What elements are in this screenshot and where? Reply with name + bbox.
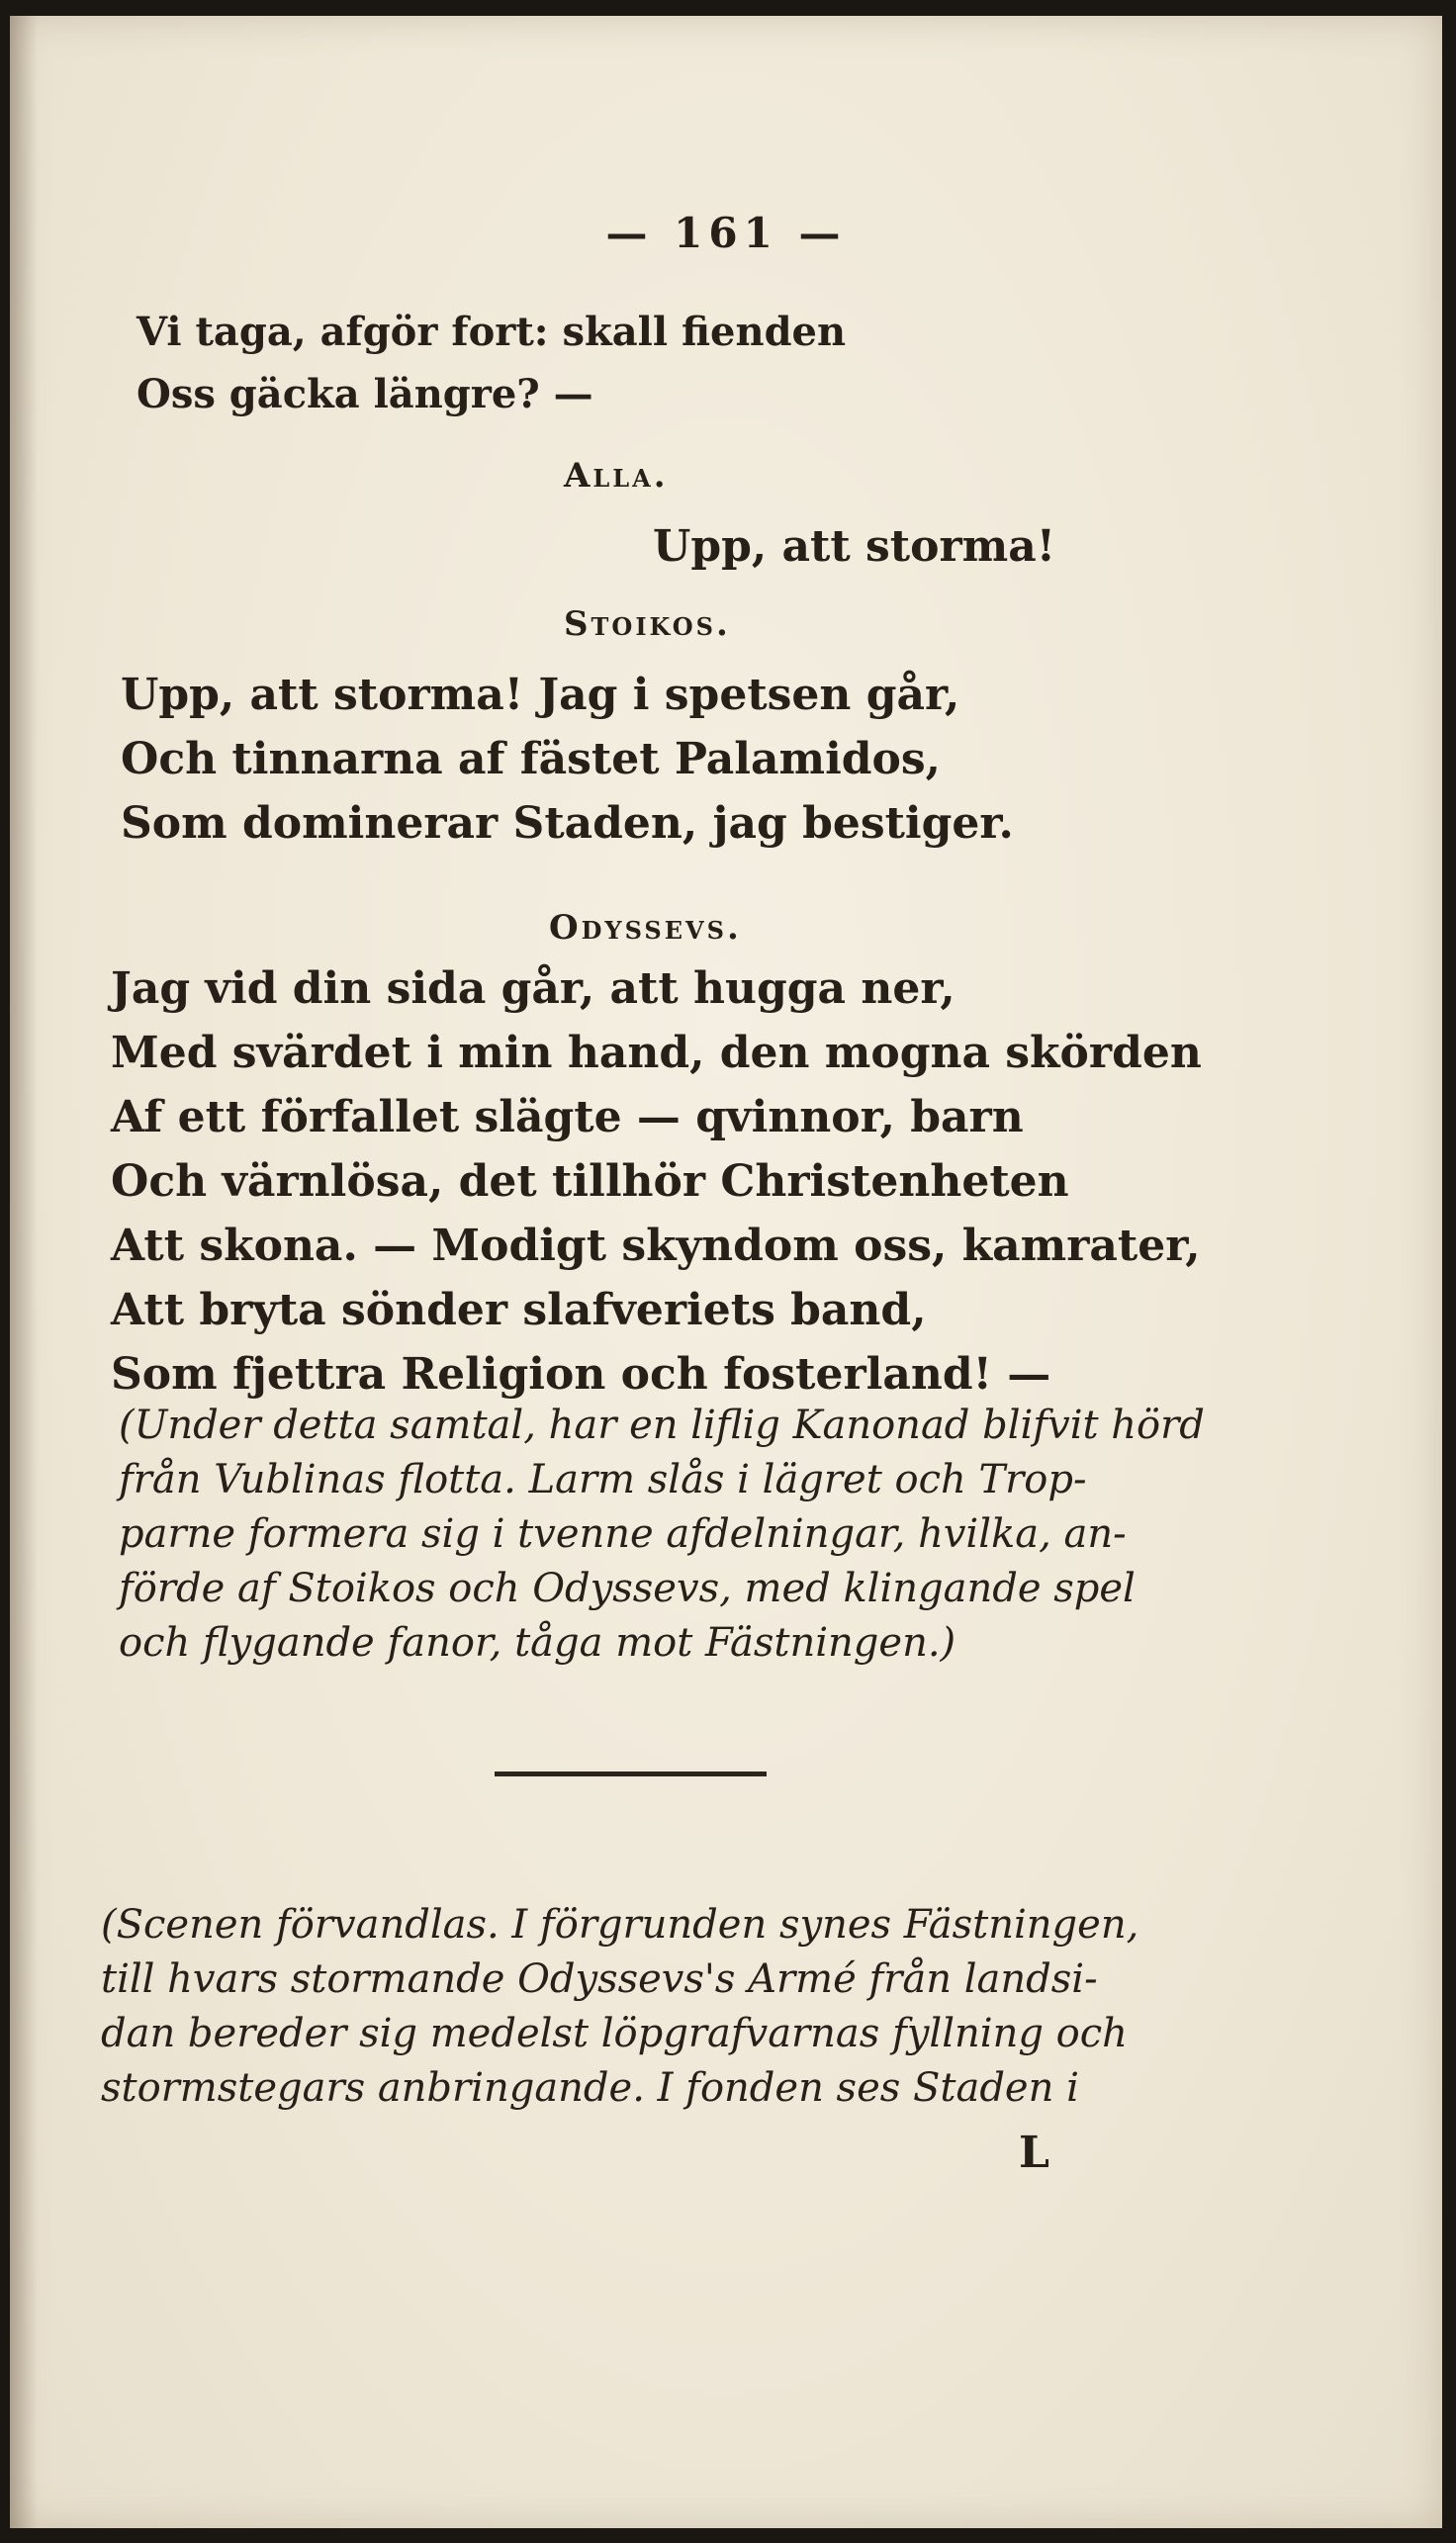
verse-line: Att skona. — Modigt skyndom oss, kamrater, xyxy=(111,1221,1201,1271)
verse-line: Som fjettra Religion och fosterland! — xyxy=(111,1349,1051,1400)
verse-line: Af ett förfallet slägte — qvinnor, barn xyxy=(111,1092,1024,1142)
stage-direction-line: dan bereder sig medelst löpgrafvarnas fyllning och xyxy=(101,2011,1128,2056)
verse-line: Med svärdet i min hand, den mogna skörden xyxy=(111,1028,1202,1078)
stage-direction-line: stormstegars anbringande. I fonden ses Staden i xyxy=(101,2065,1079,2111)
stage-direction-line: och flygande fanor, tåga mot Fästningen.) xyxy=(119,1620,956,1666)
speaker-stoikos: Stoikos. xyxy=(564,604,731,644)
verse-line: Och tinnarna af fästet Palamidos, xyxy=(121,734,941,784)
stage-direction-line: till hvars stormande Odyssevs's Armé från landsi- xyxy=(101,1956,1098,2002)
page-spine-shadow xyxy=(10,16,38,2528)
page-number-header: — 161 — xyxy=(605,209,847,257)
book-page xyxy=(10,16,1442,2528)
stage-direction-line: (Under detta samtal, har en liflig Kanonad blifvit hörd xyxy=(119,1403,1205,1448)
verse-line: Och värnlösa, det tillhör Christenheten xyxy=(111,1156,1069,1207)
verse-line: Att bryta sönder slafveriets band, xyxy=(111,1285,927,1335)
verse-line: Som dominerar Staden, jag bestiger. xyxy=(121,798,1014,849)
section-divider xyxy=(495,1771,767,1776)
verse-line-alla: Upp, att storma! xyxy=(653,521,1056,572)
stage-direction-line: parne formera sig i tvenne afdelningar, hvilka, an- xyxy=(119,1511,1127,1557)
speaker-alla: Alla. xyxy=(564,456,669,496)
verse-line: Vi taga, afgör fort: skall fienden xyxy=(136,309,847,355)
verse-line: Jag vid din sida går, att hugga ner, xyxy=(111,963,956,1014)
stage-direction-line: (Scenen förvandlas. I förgrunden synes Fästningen, xyxy=(101,1902,1139,1948)
verse-line: Oss gäcka längre? — xyxy=(136,371,593,417)
stage-direction-line: förde af Stoikos och Odyssevs, med klingande spel xyxy=(119,1566,1136,1611)
verse-line: Upp, att storma! Jag i spetsen går, xyxy=(121,670,960,720)
signature-mark: L xyxy=(1019,2128,1049,2178)
stage-direction-line: från Vublinas flotta. Larm slås i lägret och Trop- xyxy=(119,1457,1087,1502)
speaker-odyssevs: Odyssevs. xyxy=(549,908,742,948)
